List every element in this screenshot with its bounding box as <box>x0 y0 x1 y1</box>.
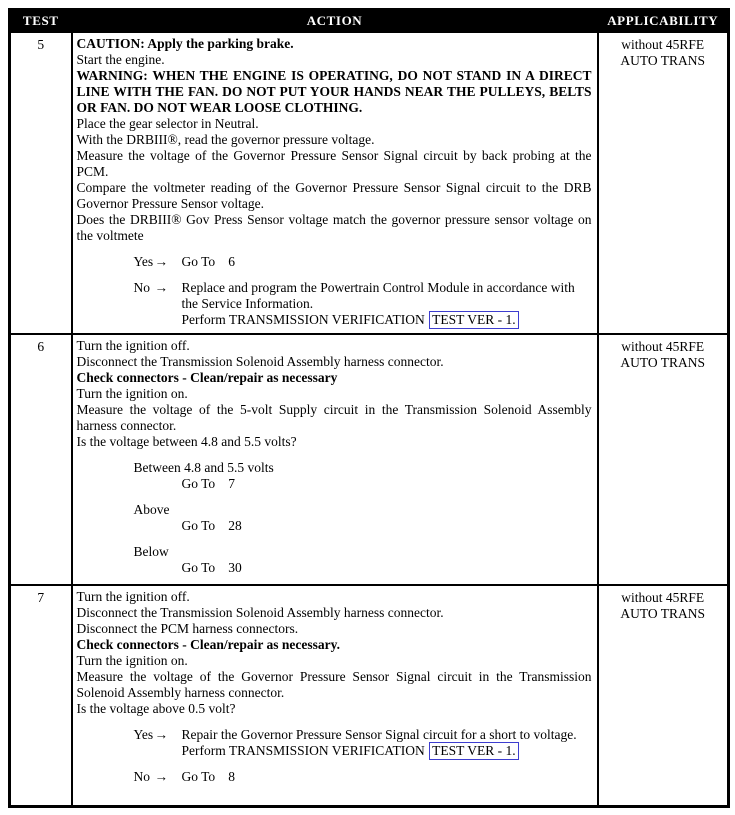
answer-text: Repair the Governor Pressure Sensor Signal circuit for a short to voltage. <box>181 726 577 742</box>
col-header-test: TEST <box>10 10 72 32</box>
test-number: 5 <box>37 36 45 52</box>
answer-line <box>182 280 592 312</box>
applicability-text: AUTO TRANS <box>620 52 706 68</box>
answer-block <box>134 727 592 759</box>
test-ver-link[interactable]: TEST VER - 1. <box>429 311 519 329</box>
answer-line <box>182 743 592 759</box>
action-line: Measure the voltage of the 5-volt Supply circuit in the Transmission Solenoid Assembly harness connector. <box>76 401 592 433</box>
goto-label: Go To <box>181 768 216 784</box>
answer-body <box>182 476 592 492</box>
goto-target: 30 <box>228 559 242 575</box>
action-line: Check connectors - Clean/repair as necessary <box>76 369 338 385</box>
action-line: Disconnect the Transmission Solenoid Assembly harness connector. <box>76 604 444 620</box>
table-row <box>10 585 729 807</box>
applicability-text: without 45RFE <box>621 589 705 605</box>
goto-arrow-icon: → <box>154 279 168 295</box>
goto-label: Go To <box>181 517 216 533</box>
applicability-text: without 45RFE <box>621 338 705 354</box>
answer-label: Yes <box>133 726 154 742</box>
answer-body <box>182 254 592 270</box>
answer-line <box>182 518 592 534</box>
action-cell <box>72 585 598 807</box>
answer-line <box>182 727 592 743</box>
answer-label: No <box>133 279 150 295</box>
goto-target: 28 <box>228 517 242 533</box>
answer-text: Perform TRANSMISSION VERIFICATION <box>181 742 429 758</box>
goto-target: 8 <box>228 768 235 784</box>
action-line: CAUTION: Apply the parking brake. <box>76 35 294 51</box>
goto-label: Go To <box>181 475 216 491</box>
table-row <box>10 334 729 585</box>
applicability-text: without 45RFE <box>621 36 705 52</box>
test-number-cell <box>10 585 72 807</box>
action-line: Turn the ignition on. <box>76 385 188 401</box>
goto-label: Go To <box>181 559 216 575</box>
action-line: Disconnect the Transmission Solenoid Assembly harness connector. <box>76 353 444 369</box>
answer-body <box>182 280 592 328</box>
action-line: WARNING: WHEN THE ENGINE IS OPERATING, DO NOT STAND IN A DIRECT LINE WITH THE FAN. DO NOT PUT YOUR HANDS NEAR THE PULLEYS, BELTS OR FAN. DO NOT WEAR LOOSE CLOTHING. <box>76 67 592 115</box>
action-cell <box>72 334 598 585</box>
answer-block <box>134 769 592 785</box>
goto-arrow-icon: → <box>154 253 168 269</box>
answer-block <box>134 280 592 328</box>
answer-body <box>182 518 592 534</box>
applicability-cell <box>598 32 729 334</box>
col-header-applicability: APPLICABILITY <box>598 10 729 32</box>
applicability-cell <box>598 334 729 585</box>
answer-line <box>182 312 592 328</box>
goto-target: 7 <box>228 475 235 491</box>
goto-label: Go To <box>181 253 216 269</box>
answer-block <box>134 502 592 534</box>
action-line: Turn the ignition off. <box>76 337 190 353</box>
action-line: With the DRBIII®, read the governor pressure voltage. <box>76 131 375 147</box>
answer-label: Below <box>133 543 169 559</box>
action-cell <box>72 32 598 334</box>
action-line: Disconnect the PCM harness connectors. <box>76 620 299 636</box>
table-row <box>10 32 729 334</box>
action-line: Place the gear selector in Neutral. <box>76 115 259 131</box>
applicability-cell <box>598 585 729 807</box>
answer-label: No <box>133 768 150 784</box>
answer-text: Replace and program the Powertrain Control Module in accordance with the Service Information. <box>181 279 575 311</box>
applicability-text: AUTO TRANS <box>620 605 706 621</box>
answer-line <box>182 560 592 576</box>
answer-line <box>182 769 592 785</box>
action-line: Start the engine. <box>76 51 165 67</box>
answer-label: Between 4.8 and 5.5 volts <box>133 459 274 475</box>
action-line: Is the voltage between 4.8 and 5.5 volts? <box>76 433 297 449</box>
col-header-action: ACTION <box>72 10 598 32</box>
answer-text: Perform TRANSMISSION VERIFICATION <box>181 311 429 327</box>
test-number-cell <box>10 32 72 334</box>
answer-block <box>134 544 592 576</box>
answer-body <box>182 727 592 759</box>
action-line: Compare the voltmeter reading of the Governor Pressure Sensor Signal circuit to the DRB Governor Pressure Sensor voltage. <box>76 179 592 211</box>
answer-label: Above <box>133 501 170 517</box>
action-line: Measure the voltage of the Governor Pressure Sensor Signal circuit by back probing at the PCM. <box>76 147 592 179</box>
header-row <box>10 10 729 32</box>
answer-block <box>134 460 592 492</box>
answer-label: Yes <box>133 253 154 269</box>
test-number-cell <box>10 334 72 585</box>
action-line: Does the DRBIII® Gov Press Sensor voltage match the governor pressure sensor voltage on the voltmete <box>76 211 592 243</box>
answer-block <box>134 254 592 270</box>
applicability-text: AUTO TRANS <box>620 354 706 370</box>
answer-line <box>182 254 592 270</box>
test-number: 7 <box>37 589 45 605</box>
action-line: Turn the ignition off. <box>76 588 190 604</box>
test-number: 6 <box>37 338 45 354</box>
test-ver-link[interactable]: TEST VER - 1. <box>429 742 519 760</box>
goto-arrow-icon: → <box>154 768 168 784</box>
action-line: Check connectors - Clean/repair as necessary. <box>76 636 340 652</box>
answer-body <box>182 769 592 785</box>
action-line: Is the voltage above 0.5 volt? <box>76 700 236 716</box>
action-line: Turn the ignition on. <box>76 652 188 668</box>
goto-target: 6 <box>228 253 235 269</box>
action-line: Measure the voltage of the Governor Pressure Sensor Signal circuit in the Transmission Solenoid Assembly harness connector. <box>76 668 592 700</box>
goto-arrow-icon: → <box>154 726 168 742</box>
diagnostic-table <box>8 8 730 808</box>
answer-line <box>182 476 592 492</box>
answer-body <box>182 560 592 576</box>
